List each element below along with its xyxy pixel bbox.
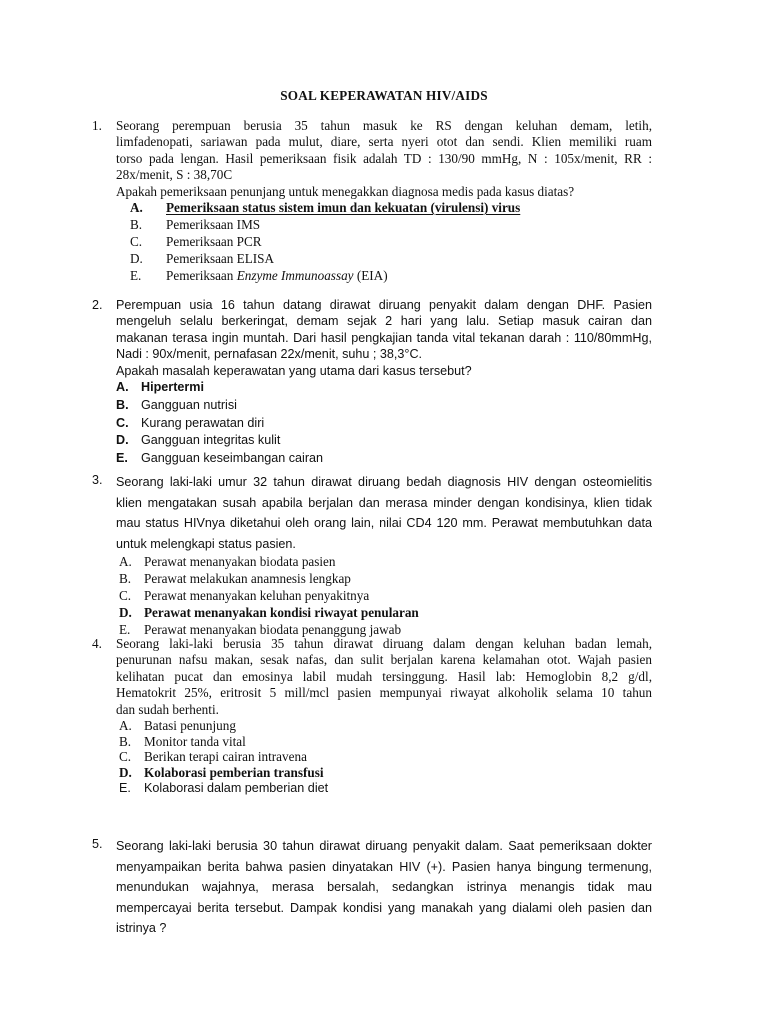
option-letter: E. [119,621,131,637]
question-line: Seorang laki-laki berusia 35 tahun dirawat diruang dalam dengan keluhan badan lemah, [116,636,652,651]
option-letter: C. [119,749,132,765]
question-text [116,297,652,379]
question-line: Apakah masalah keperawatan yang utama dari kasus tersebut? [116,363,472,378]
option-letter: E. [119,781,131,796]
question-1 [92,118,652,284]
answer-options [130,200,652,284]
question-line: klien mengatakan susah apabila berjalan dan merasa minder dengan kondisinya, klien tidak [116,495,652,510]
question-line: Seorang perempuan berusia 35 tahun masuk ke RS dengan keluhan demam, letih, [116,118,652,133]
question-text [116,472,652,554]
option-letter: D. [116,433,129,448]
option-letter: B. [130,216,143,232]
option-letter: D. [119,605,132,621]
question-line: Nadi : 90x/menit, pernafasan 22x/menit, suhu ; 38,3°C. [116,347,423,362]
document-title: SOAL KEPERAWATAN HIV/AIDS [280,88,488,103]
option-text: Pemeriksaan ELISA [166,250,275,266]
question-line: limfadenopati, sariawan pada mulut, diare, serta nyeri otot dan sendi. Klien memiliki ruam [116,134,652,150]
question-line: torso pada lengan. Hasil pemeriksaan fisik adalah TD : 130/90 mmHg, N : 105x/menit, RR : [116,150,652,166]
option-text: Gangguan keseimbangan cairan [141,451,324,466]
option-letter: A. [130,200,143,216]
answer-option-a [116,379,652,397]
question-line: Seorang laki-laki umur 32 tahun dirawat diruang bedah diagnosis HIV dengan osteomielitis [116,475,652,489]
option-text-italic: Enzyme Immunoassay [236,267,354,283]
question-text [116,118,652,200]
option-text: Berikan terapi cairan intravena [144,749,307,765]
question-line: istrinya ? [116,921,167,936]
option-text: Kolaborasi dalam pemberian diet [144,781,329,796]
option-text [166,268,388,284]
question-line: 28x/menit, S : 38,70C [116,167,233,183]
answer-option-b [116,397,652,415]
question-line: kelihatan pucat dan emosinya labil mudah tersinggung. Hasil lab: Hemoglobin 8,2 g/dl, [116,668,652,684]
answer-options [116,379,652,468]
answer-options [119,554,652,638]
option-text: Perawat melakukan anamnesis lengkap [144,571,351,587]
option-text: Perawat menanyakan biodata penanggung jawab [144,621,402,637]
answer-option-e [119,780,652,796]
option-letter: E. [130,267,142,283]
answer-option-e [130,268,652,285]
question-5 [92,836,652,939]
option-letter: A. [116,380,129,395]
answer-option-b [119,571,652,588]
answer-option-c [119,588,652,605]
question-line: Hematokrit 25%, eritrosit 5 mill/mcl pasien mempunyai riwayat alkoholik selama 10 tahun [116,685,652,701]
question-number: 3. [92,473,103,487]
answer-option-a [130,200,652,217]
answer-option-c [119,749,652,765]
question-3 [92,472,652,639]
answer-option-c [116,415,652,433]
question-line: menyampaikan berita bahwa pasien dinyatakan HIV (+). Pasien hanya bingung termenung, [116,859,652,874]
question-text [116,636,652,718]
option-text: Gangguan integritas kulit [141,433,281,448]
option-text: Batasi penunjung [144,718,236,734]
option-text-prefix: Pemeriksaan [166,267,237,283]
option-text: Monitor tanda vital [144,733,246,749]
option-letter: B. [119,733,132,749]
question-line: mempercayai berita tersebut. Dampak kondisi yang manakah yang dialami oleh pasien dan [116,900,652,915]
option-letter: D. [119,764,132,780]
question-2 [92,297,652,468]
option-letter: D. [130,250,143,266]
question-number: 5. [92,837,103,851]
answer-option-a [119,718,652,734]
option-letter: E. [116,451,128,466]
option-text-suffix: (EIA) [353,267,388,283]
option-text: Perawat menanyakan kondisi riwayat penularan [144,605,419,621]
option-letter: C. [130,233,143,249]
question-number: 1. [92,118,102,133]
option-letter: C. [116,415,129,430]
question-line: mau status HIVnya diketahui oleh orang lain, nilai CD4 120 mm. Perawat membutuhkan data [116,516,652,531]
answer-option-b [130,217,652,234]
question-line: Seorang laki-laki berusia 30 tahun dirawat diruang penyakit dalam. Saat pemeriksaan dokter [116,839,652,853]
question-line: Apakah pemeriksaan penunjang untuk menegakkan diagnosa medis pada kasus diatas? [116,183,575,199]
answer-option-a [119,554,652,571]
answer-option-e [116,450,652,468]
option-letter: C. [119,588,132,604]
answer-option-d [116,432,652,450]
question-line: makanan terasa ingin muntah. Dari hasil pengkajian tanda vital tekanan darah : 110/80mmHg, [116,330,652,345]
option-text: Kolaborasi pemberian transfusi [144,764,324,780]
option-letter: B. [116,397,129,412]
answer-option-d [119,605,652,622]
question-text [116,836,652,939]
answer-option-d [130,251,652,268]
option-text: Perawat menanyakan keluhan penyakitnya [144,588,370,604]
option-text: Pemeriksaan PCR [166,233,262,249]
question-line: dan sudah berhenti. [116,701,219,717]
question-number: 2. [92,298,103,312]
option-letter: A. [119,554,132,570]
answer-option-c [130,234,652,251]
option-text: Pemeriksaan status sistem imun dan kekuatan (virulensi) virus [166,200,521,216]
option-text: Hipertermi [141,380,204,395]
option-text: Perawat menanyakan biodata pasien [144,554,336,570]
option-text: Gangguan nutrisi [141,397,237,412]
option-text: Kurang perawatan diri [141,415,265,430]
question-line: menundukan wajahnya, merasa bersalah, sedangkan istrinya menangis tidak mau [116,880,652,895]
option-letter: A. [119,718,132,734]
answer-option-b [119,734,652,750]
answer-options [119,718,652,796]
question-number: 4. [92,636,102,651]
question-line: Perempuan usia 16 tahun datang dirawat diruang penyakit dalam dengan DHF. Pasien [116,298,652,312]
option-text: Pemeriksaan IMS [166,216,261,232]
option-letter: B. [119,571,132,587]
question-line: penurunan nafsu makan, sesak nafas, dan sulit berjalan karena kelamahan otot. Wajah pasien [116,652,652,668]
answer-option-d [119,765,652,781]
question-4 [92,636,652,796]
question-line: mengeluh selalu berkeringat, demam sejak 2 hari yang lalu. Setiap masuk cairan dan [116,314,652,329]
question-line: untuk melengkapi status pasien. [116,536,296,551]
